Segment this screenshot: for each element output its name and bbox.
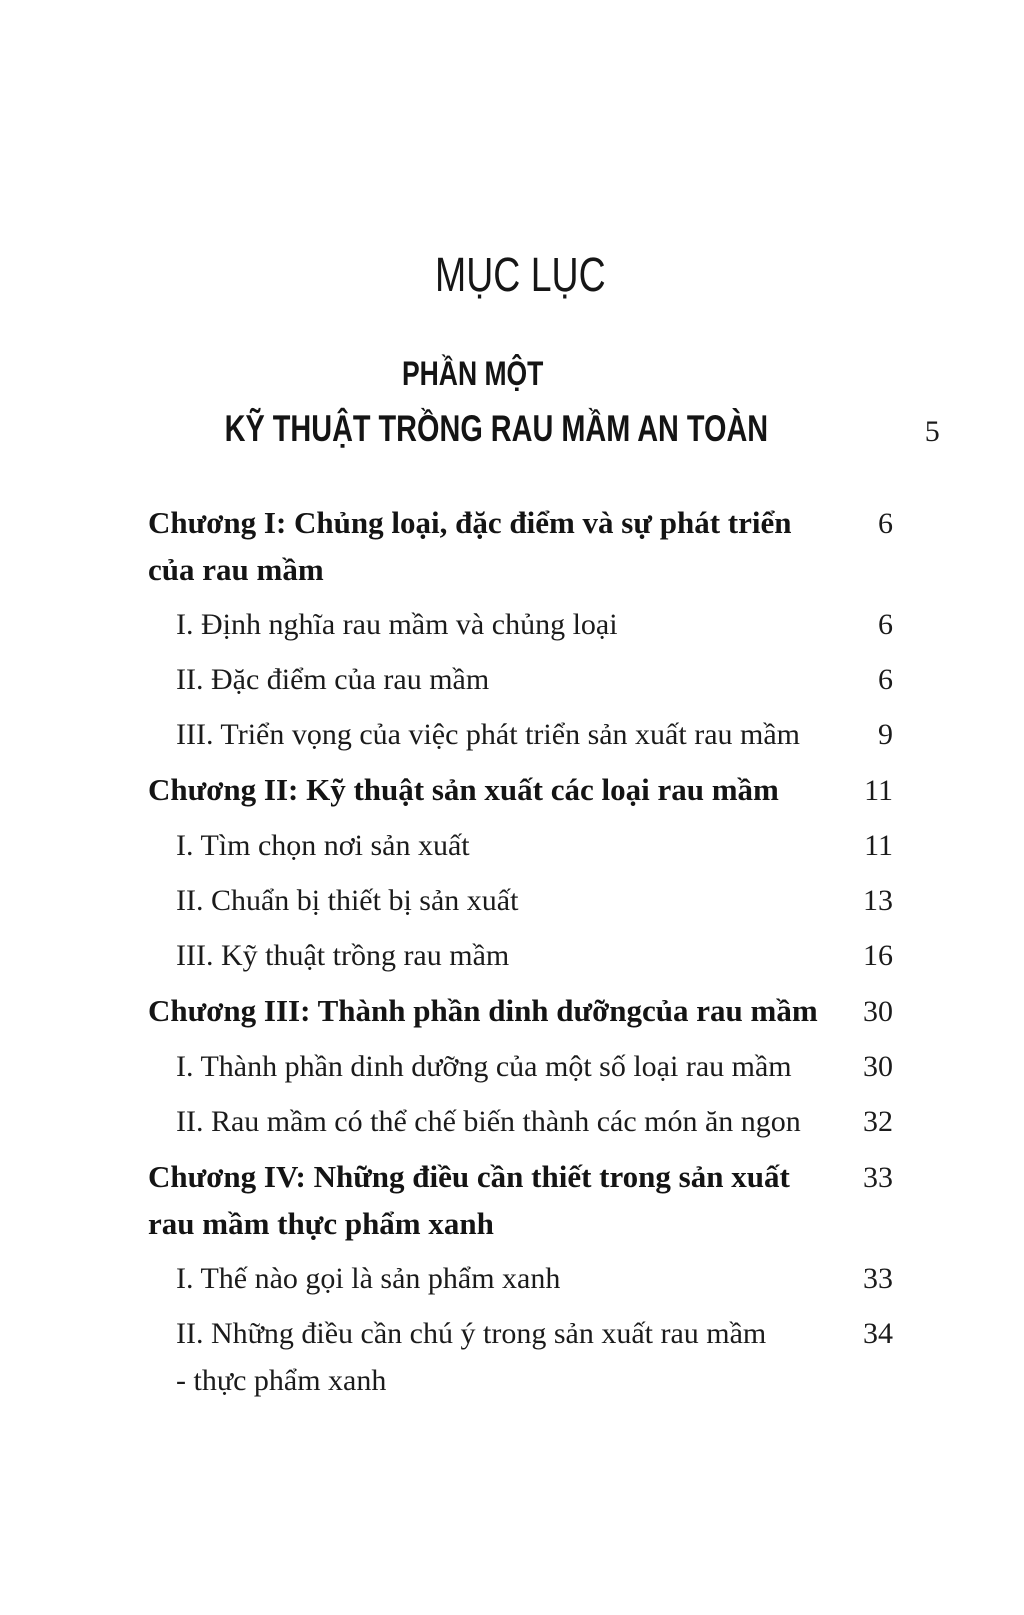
toc-entry [148,766,893,814]
toc-entry [148,1098,893,1145]
toc-entry-label: II. Những điều cần chú ý trong sản xuất rau mầm - thực phẩm xanh [176,1317,767,1397]
part-title [148,352,798,396]
toc-page [148,0,940,1404]
toc-entry [148,1153,893,1247]
toc-entry-page: 33 [863,1262,893,1295]
toc-entry-label: Chương II: Kỹ thuật sản xuất các loại rau mầm [148,772,779,807]
part-subtitle [148,406,845,452]
part-page-number: 5 [924,415,940,448]
toc-entry-page: 32 [863,1105,893,1138]
toc-entry-label: Chương I: Chủng loại, đặc điểm và sự phát triển của rau mầm [148,505,792,587]
toc-entry-label: I. Thành phần dinh dưỡng của một số loại rau mầm [176,1050,792,1083]
toc-entry [148,877,893,924]
toc-entry-label: II. Đặc điểm của rau mầm [176,663,490,696]
part-title-text: PHẦN MỘT [402,355,544,393]
toc-entry-label: II. Chuẩn bị thiết bị sản xuất [176,884,519,917]
toc-entry-page: 16 [863,939,893,972]
toc-entry-page: 6 [878,663,893,696]
toc-entry-label: I. Định nghĩa rau mầm và chủng loại [176,608,618,641]
toc-entry-label: Chương III: Thành phần dinh dưỡngcủa rau mầm [148,993,818,1028]
toc-entry [148,601,893,648]
part-subtitle-row [148,406,940,455]
toc-entry-page: 6 [878,507,893,540]
toc-entry-label: Chương IV: Những điều cần thiết trong sản xuất rau mầm thực phẩm xanh [148,1159,790,1241]
toc-entry-page: 33 [863,1161,893,1194]
toc-entry-label: I. Thế nào gọi là sản phẩm xanh [176,1262,561,1295]
toc-entry [148,1310,893,1404]
toc-entry [148,499,893,593]
toc-entry-label: I. Tìm chọn nơi sản xuất [176,829,470,862]
toc-entry-page: 30 [863,1050,893,1083]
toc-entry-page: 9 [878,718,893,751]
part-subtitle-text: KỸ THUẬT TRỒNG RAU MẦM AN TOÀN [224,408,769,449]
toc-entry [148,656,893,703]
page-title-text: MỤC LỤC [435,249,606,302]
toc-entry [148,987,893,1035]
toc-entry-page: 11 [864,774,893,807]
toc-entry-page: 30 [863,995,893,1028]
toc-entries [148,499,893,1404]
page-title [148,250,893,302]
toc-entry-page: 13 [863,884,893,917]
toc-entry [148,1255,893,1302]
toc-entry-page: 11 [864,829,893,862]
toc-entry-page: 34 [863,1317,893,1350]
toc-entry-label: III. Triển vọng của việc phát triển sản xuất rau mầm [176,718,800,751]
toc-entry-label: II. Rau mầm có thể chế biến thành các món ăn ngon [176,1105,801,1138]
toc-entry [148,711,893,758]
toc-entry [148,822,893,869]
toc-entry-label: III. Kỹ thuật trồng rau mầm [176,939,510,972]
part-heading-block [148,352,940,455]
toc-entry-page: 6 [878,608,893,641]
toc-entry [148,932,893,979]
toc-entry [148,1043,893,1090]
